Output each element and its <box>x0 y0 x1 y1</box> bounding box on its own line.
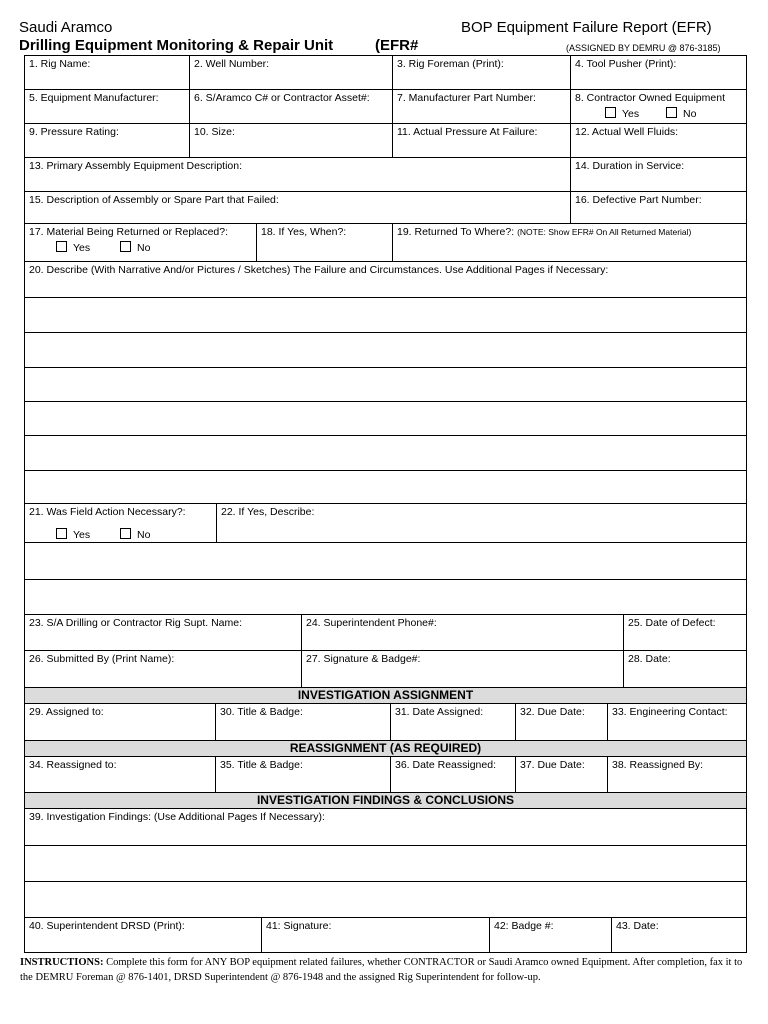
asset-number-field[interactable]: 6. S/Aramco C# or Contractor Asset#: <box>190 90 393 123</box>
failed-part-description-field[interactable]: 15. Description of Assembly or Spare Part that Failed: <box>25 192 571 223</box>
tool-pusher-field[interactable]: 4. Tool Pusher (Print): <box>575 58 677 70</box>
form-row <box>25 757 746 793</box>
form-row <box>25 224 746 262</box>
instructions-label: INSTRUCTIONS: <box>20 957 104 968</box>
returned-where-note: (NOTE: Show EFR# On All Returned Material) <box>517 227 692 237</box>
form-row <box>25 158 746 192</box>
investigation-findings-header: INVESTIGATION FINDINGS & CONCLUSIONS <box>25 793 746 809</box>
blank-line[interactable] <box>25 436 746 471</box>
submitted-by-field[interactable]: 26. Submitted By (Print Name): <box>25 651 302 687</box>
blank-line[interactable] <box>25 471 746 504</box>
company-name: Saudi Aramco <box>19 19 113 36</box>
form-row <box>25 615 746 651</box>
drsd-badge-field[interactable]: 42: Badge #: <box>490 918 612 952</box>
field-action-field <box>25 504 217 542</box>
report-title: BOP Equipment Failure Report (EFR) <box>461 19 712 36</box>
date-reassigned-field[interactable]: 36. Date Reassigned: <box>391 757 516 792</box>
material-returned-label: 17. Material Being Returned or Replaced?: <box>29 226 229 238</box>
reassigned-by-field[interactable]: 38. Reassigned By: <box>612 759 704 771</box>
efr-assigned-note: (ASSIGNED BY DEMRU @ 876-3185) <box>566 43 721 53</box>
form-row <box>25 504 746 543</box>
form-row <box>25 809 746 846</box>
no-label: No <box>137 529 151 541</box>
submit-date-field[interactable]: 28. Date: <box>628 653 671 665</box>
due-date-field[interactable]: 32. Due Date: <box>516 704 608 740</box>
manufacturer-part-number-field[interactable]: 7. Manufacturer Part Number: <box>393 90 571 123</box>
efr-number-label: (EFR# <box>375 37 419 54</box>
form-row <box>25 124 746 158</box>
material-returned-field <box>25 224 257 261</box>
unit-name: Drilling Equipment Monitoring & Repair Unit <box>19 37 334 54</box>
field-action-describe-field[interactable]: 22. If Yes, Describe: <box>221 506 315 518</box>
well-fluids-field[interactable]: 12. Actual Well Fluids: <box>575 126 679 138</box>
date-assigned-field[interactable]: 31. Date Assigned: <box>391 704 516 740</box>
size-field[interactable]: 10. Size: <box>190 124 393 157</box>
instructions <box>20 955 750 985</box>
reassigned-title-badge-field[interactable]: 35. Title & Badge: <box>216 757 391 792</box>
engineering-contact-field[interactable]: 33. Engineering Contact: <box>612 706 728 718</box>
investigation-assignment-header: INVESTIGATION ASSIGNMENT <box>25 688 746 704</box>
form-row <box>25 918 746 952</box>
drsd-date-field[interactable]: 43. Date: <box>616 920 659 932</box>
supt-phone-field[interactable]: 24. Superintendent Phone#: <box>302 615 624 650</box>
instructions-text: Complete this form for ANY BOP equipment related failures, whether CONTRACTOR or Saudi Aramco owned Equipment. After completion, fax it to the DEMRU Foreman @ 876-1401, DRSD Superintendent @ 876-1948 and the assigned Rig Superintendent for follow-up. <box>20 957 743 983</box>
form-row <box>25 56 746 90</box>
blank-line[interactable] <box>25 543 746 580</box>
efr-form <box>24 55 747 953</box>
contractor-owned-yes[interactable] <box>605 107 639 121</box>
returned-where-field[interactable] <box>393 224 746 261</box>
assigned-to-field[interactable]: 29. Assigned to: <box>25 704 216 740</box>
material-returned-no[interactable] <box>120 241 150 255</box>
form-row <box>25 90 746 124</box>
field-action-no[interactable] <box>120 528 150 542</box>
date-of-defect-field[interactable]: 25. Date of Defect: <box>628 617 716 629</box>
well-number-field[interactable]: 2. Well Number: <box>190 56 393 89</box>
superintendent-drsd-field[interactable]: 40. Superintendent DRSD (Print): <box>25 918 262 952</box>
no-label: No <box>137 242 151 254</box>
defective-part-number-field[interactable]: 16. Defective Part Number: <box>575 194 702 206</box>
actual-pressure-field[interactable]: 11. Actual Pressure At Failure: <box>393 124 571 157</box>
blank-line[interactable] <box>25 368 746 402</box>
form-row <box>25 192 746 224</box>
form-row <box>25 651 746 688</box>
rig-name-field[interactable]: 1. Rig Name: <box>25 56 190 89</box>
contractor-owned-field <box>571 90 746 123</box>
checkbox-icon[interactable] <box>605 107 616 118</box>
rig-supt-name-field[interactable]: 23. S/A Drilling or Contractor Rig Supt. Name: <box>25 615 302 650</box>
contractor-owned-no[interactable] <box>666 107 696 121</box>
checkbox-icon[interactable] <box>666 107 677 118</box>
yes-label: Yes <box>622 108 640 120</box>
yes-label: Yes <box>73 529 91 541</box>
returned-where-label: 19. Returned To Where?: <box>397 226 515 238</box>
blank-line[interactable] <box>25 882 746 918</box>
blank-line[interactable] <box>25 580 746 615</box>
assigned-title-badge-field[interactable]: 30. Title & Badge: <box>216 704 391 740</box>
drsd-signature-field[interactable]: 41: Signature: <box>262 918 490 952</box>
yes-label: Yes <box>73 242 91 254</box>
checkbox-icon[interactable] <box>120 241 131 252</box>
pressure-rating-field[interactable]: 9. Pressure Rating: <box>25 124 190 157</box>
reassigned-to-field[interactable]: 34. Reassigned to: <box>25 757 216 792</box>
checkbox-icon[interactable] <box>56 528 67 539</box>
field-action-yes[interactable] <box>56 528 90 542</box>
material-returned-yes[interactable] <box>56 241 90 255</box>
form-row <box>25 262 746 298</box>
blank-line[interactable] <box>25 333 746 368</box>
field-action-label: 21. Was Field Action Necessary?: <box>29 506 186 518</box>
blank-line[interactable] <box>25 846 746 882</box>
failure-description-field[interactable]: 20. Describe (With Narrative And/or Pictures / Sketches) The Failure and Circumstances. Use Additional Pages if Necessary: <box>29 264 609 276</box>
signature-badge-field[interactable]: 27. Signature & Badge#: <box>302 651 624 687</box>
reassign-due-date-field[interactable]: 37. Due Date: <box>516 757 608 792</box>
investigation-findings-field[interactable]: 39. Investigation Findings: (Use Additional Pages If Necessary): <box>29 811 325 823</box>
blank-line[interactable] <box>25 298 746 333</box>
primary-assembly-field[interactable]: 13. Primary Assembly Equipment Description: <box>25 158 571 191</box>
blank-line[interactable] <box>25 402 746 436</box>
no-label: No <box>683 108 697 120</box>
equipment-manufacturer-field[interactable]: 5. Equipment Manufacturer: <box>25 90 190 123</box>
form-row <box>25 704 746 741</box>
reassignment-header: REASSIGNMENT (AS REQUIRED) <box>25 741 746 757</box>
checkbox-icon[interactable] <box>120 528 131 539</box>
checkbox-icon[interactable] <box>56 241 67 252</box>
rig-foreman-field[interactable]: 3. Rig Foreman (Print): <box>393 56 571 89</box>
contractor-owned-label: 8. Contractor Owned Equipment <box>575 92 725 104</box>
returned-when-field[interactable]: 18. If Yes, When?: <box>257 224 393 261</box>
duration-in-service-field[interactable]: 14. Duration in Service: <box>575 160 685 172</box>
